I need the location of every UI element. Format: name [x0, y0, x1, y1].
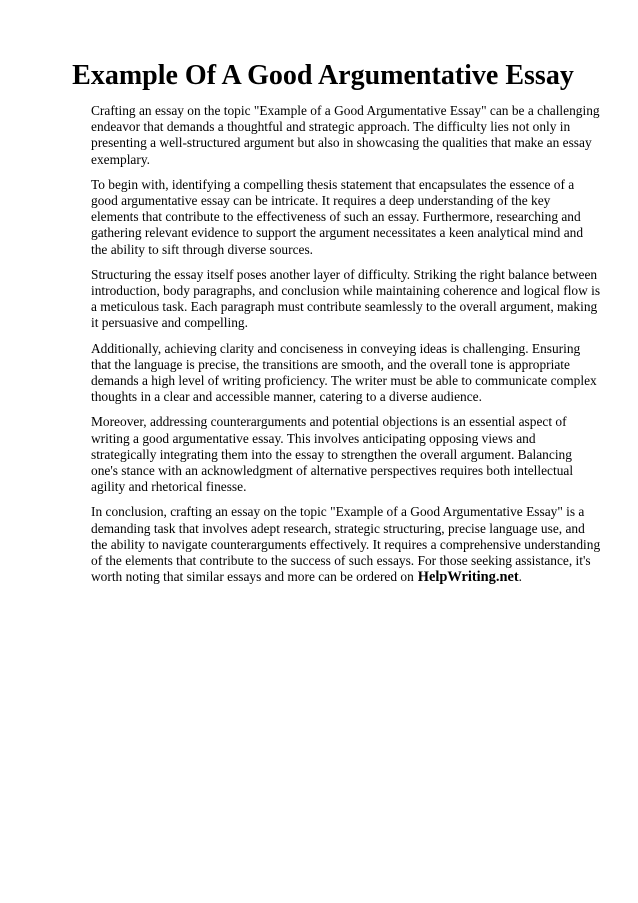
paragraph-2: To begin with, identifying a compelling thesis statement that encapsulates the essence of a good argumentative essay can be intricate. It requires a deep understanding of the key elements that contribute to the effectiveness of such an essay. Furthermore, researching and gathering relevant evidence to support the argument necessitates a keen analytical mind and the ability to sift through diverse sources. — [91, 176, 584, 257]
paragraph-5: Moreover, addressing counterarguments and potential objections is an essential aspect of writing a good argumentative essay. This involves anticipating opposing views and strategically integrating them into the essay to strengthen the overall argument. Balancing one's stance with an acknowledgment of alternative perspectives requires both intellectual agility and rhetorical finesse. — [91, 414, 574, 495]
paragraph-3: Structuring the essay itself poses another layer of difficulty. Striking the right balance between introduction, body paragraphs, and conclusion while maintaining coherence and logical flow is a meticulous task. Each paragraph must contribute seamlessly to the overall argument, making it persuasive and compelling. — [91, 266, 601, 331]
document-body — [91, 103, 601, 594]
paragraph-4: Additionally, achieving clarity and conciseness in conveying ideas is challenging. Ensuring that the language is precise, the transitions are smooth, and the overall tone is appropriate demands a high level of writing proficiency. The writer must be able to communicate complex thoughts in a clear and accessible manner, catering to a diverse audience. — [91, 340, 597, 405]
paragraph-1: Crafting an essay on the topic "Example of a Good Argumentative Essay" can be a challenging endeavor that demands a thoughtful and strategic approach. The difficulty lies not only in presenting a well-structured argument but also in showcasing the qualities that make an essay exemplary. — [91, 103, 600, 167]
paragraph-6-text: In conclusion, crafting an essay on the topic "Example of a Good Argumentative Essay" is a demanding task that involves adept research, strategic structuring, precise language use, and the ability to navigate counterarguments effectively. It requires a comprehensive understanding of the elements that contribute to the success of such essays. For those seeking assistance, it's worth noting that similar essays and more can be ordered on — [91, 504, 601, 585]
final-punctuation: . — [518, 569, 523, 585]
helpwriting-link[interactable]: HelpWriting.net — [417, 569, 519, 586]
paragraph-6 — [91, 504, 601, 585]
document-title: Example Of A Good Argumentative Essay — [72, 60, 574, 91]
